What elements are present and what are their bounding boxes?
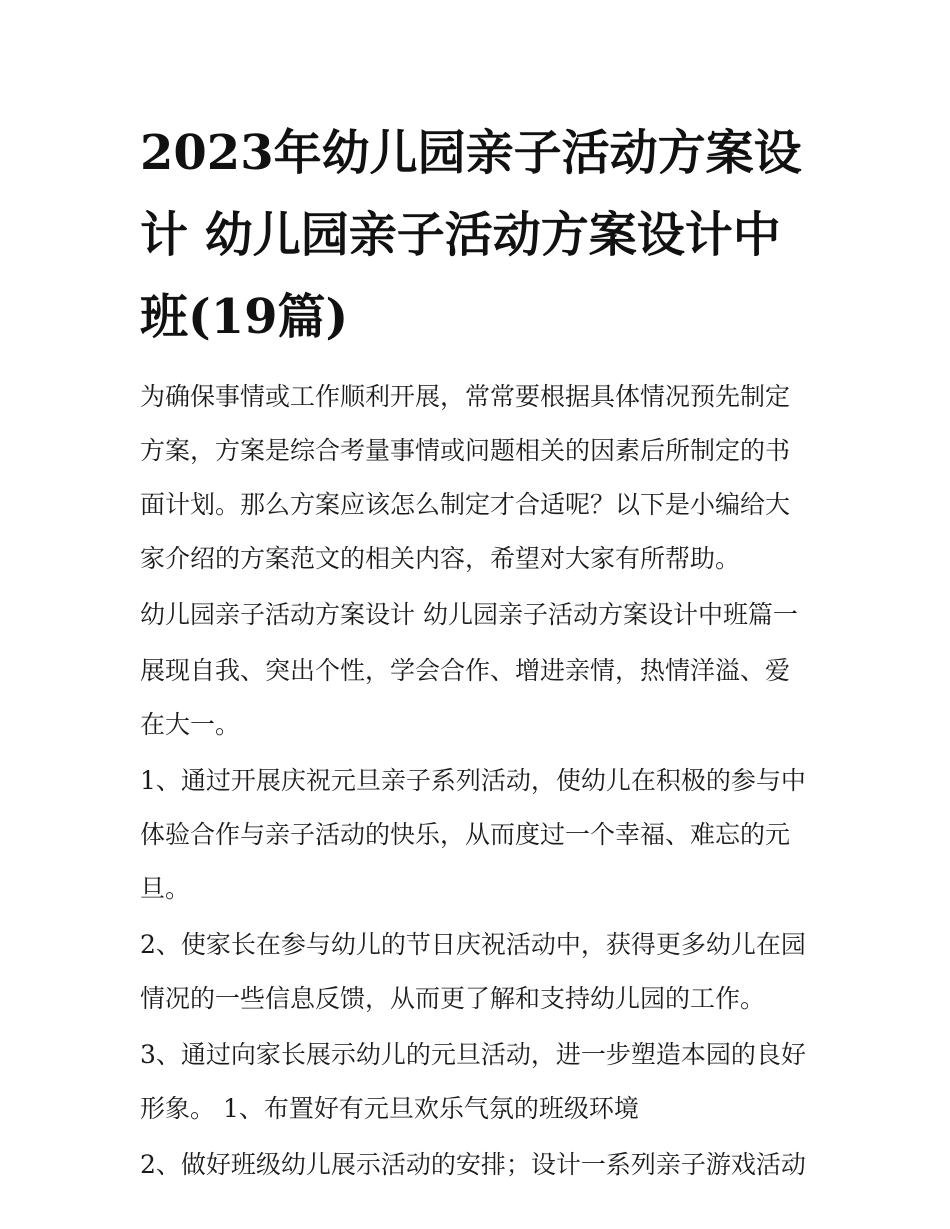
goal-item-3: 3、通过向家长展示幼儿的元旦活动，进一步塑造本园的良好形象。 1、布置好有元旦欢乐气氛的班级环境 <box>140 1040 806 1123</box>
document-content <box>140 112 812 1194</box>
theme-paragraph: 展现自我、突出个性，学会合作、增进亲情，热情洋溢、爱在大一。 <box>140 656 791 739</box>
prep-item-2: 2、做好班级幼儿展示活动的安排；设计一系列亲子游戏活动 <box>140 1150 806 1179</box>
intro-paragraph: 为确保事情或工作顺利开展，常常要根据具体情况预先制定方案，方案是综合考量事情或问题相关的因素后所制定的书面计划。那么方案应该怎么制定才合适呢？以下是小编给大家介绍的方案范文的相关内容，希望对大家有所帮助。 <box>140 382 791 573</box>
section-heading: 幼儿园亲子活动方案设计 幼儿园亲子活动方案设计中班篇一 <box>140 600 798 629</box>
goal-item-2: 2、使家长在参与幼儿的节日庆祝活动中，获得更多幼儿在园情况的一些信息反馈，从而更了解和支持幼儿园的工作。 <box>140 930 806 1013</box>
goal-item-1: 1、通过开展庆祝元旦亲子系列活动，使幼儿在积极的参与中体验合作与亲子活动的快乐，从而度过一个幸福、难忘的元旦。 <box>140 766 806 903</box>
document-body <box>140 370 812 1192</box>
document-title: 2023年幼儿园亲子活动方案设计 幼儿园亲子活动方案设计中班(19篇) <box>140 125 802 345</box>
